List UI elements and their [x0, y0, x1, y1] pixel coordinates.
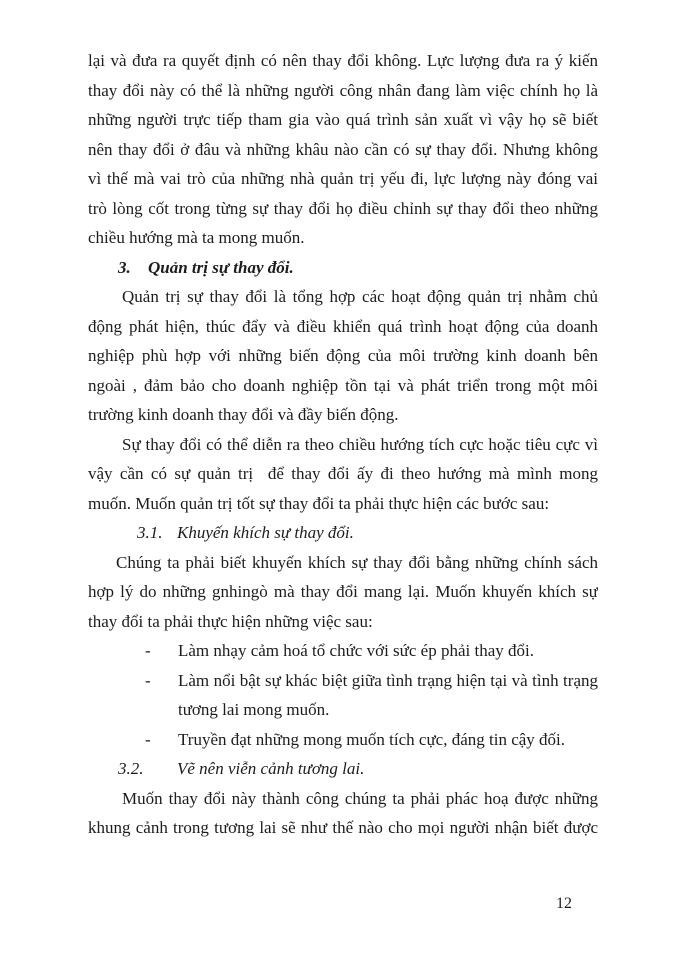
heading-number: 3.1.	[137, 523, 163, 542]
line-text: động phát hiện, thúc đẩy và điều khiển quá trình hoạt động của doanh	[88, 316, 598, 336]
text-line	[88, 784, 598, 814]
heading-number: 3.2.	[118, 759, 144, 778]
text-line	[88, 371, 598, 401]
text-line	[88, 76, 598, 106]
text-line	[88, 813, 598, 843]
list-item	[88, 636, 598, 666]
text-line	[88, 194, 598, 224]
line-text: chiều hướng mà ta mong muốn.	[88, 228, 305, 247]
bullet-dash: -	[145, 670, 151, 690]
bullet-dash: -	[145, 641, 151, 660]
line-text: Truyền đạt những mong muốn tích cực, đáng tin cậy đối.	[178, 729, 566, 749]
line-text: Vẽ nên viễn cảnh tương lai.	[177, 759, 365, 778]
list-item	[88, 725, 598, 755]
line-text: Muốn thay đổi này thành công chúng ta phải phác hoạ được những	[122, 788, 598, 808]
text-line	[88, 400, 598, 430]
text-line	[88, 577, 598, 607]
line-text: Chúng ta phải biết khuyến khích sự thay đổi bằng những chính sách	[116, 552, 598, 572]
line-text: tương lai mong muốn.	[178, 700, 330, 719]
text-line	[88, 105, 598, 135]
subsection-heading	[88, 754, 598, 784]
text-line	[88, 312, 598, 342]
line-text: Sự thay đổi có thể diễn ra theo chiều hướng tích cực hoặc tiêu cực vì	[122, 434, 598, 454]
page-number: 12	[556, 895, 572, 912]
line-text: nghiệp phù hợp với những biến động của môi trường kinh doanh bên	[88, 346, 598, 365]
text-line	[88, 489, 598, 519]
line-text: muốn. Muốn quản trị tốt sự thay đổi ta phải thực hiện các bước sau:	[88, 493, 550, 513]
bullet-dash: -	[145, 729, 151, 749]
line-text: khung cảnh trong tương lai sẽ như thế nào cho mọi người nhận biết được	[88, 818, 598, 837]
text-block	[88, 46, 598, 843]
line-text: vì thế mà vai trò của những nhà quản trị yếu đi, lực lượng này đóng vai	[88, 169, 598, 188]
text-line	[88, 341, 598, 371]
line-text: trò lòng cốt trong từng sự thay đổi họ điều chỉnh sự thay đổi theo những	[88, 198, 598, 218]
line-text: Làm nổi bật sự khác biệt giữa tình trạng hiện tại và tình trạng	[178, 670, 598, 690]
line-text: Khuyến khích sự thay đổi.	[177, 523, 354, 542]
line-text: Quản trị sự thay đổi là tổng hợp các hoạt động quản trị nhằm chủ	[122, 287, 598, 306]
subsection-heading	[88, 518, 598, 548]
heading-number: 3.	[118, 257, 131, 277]
text-line	[88, 223, 598, 253]
text-line	[88, 135, 598, 165]
line-text: trường kinh doanh thay đổi và đầy biến động.	[88, 405, 399, 424]
text-line	[88, 282, 598, 312]
text-line	[88, 607, 598, 637]
section-heading	[88, 253, 598, 283]
text-line	[88, 46, 598, 76]
text-line	[88, 548, 598, 578]
line-text: thay đổi này có thể là những người công nhân đang làm việc chính họ là	[88, 80, 598, 100]
text-line	[88, 430, 598, 460]
line-text: lại và đưa ra quyết định có nên thay đổi không. Lực lượng đưa ra ý kiến	[88, 51, 598, 70]
line-text: ngoài , đảm bảo cho doanh nghiệp tồn tại và phát triển trong một môi	[88, 375, 598, 395]
line-text: Làm nhạy cảm hoá tổ chức với sức ép phải thay đổi.	[178, 641, 534, 660]
line-text: những người trực tiếp tham gia vào quá trình sản xuất vì vậy họ sẽ biết	[88, 110, 598, 129]
text-line	[88, 164, 598, 194]
list-item	[88, 666, 598, 696]
text-line	[88, 459, 598, 489]
line-text: thay đổi ta phải thực hiện những việc sau:	[88, 611, 373, 631]
line-text: nên thay đổi ở đâu và những khâu nào cần có sự thay đổi. Nhưng không	[88, 139, 598, 159]
list-item-continuation	[88, 695, 598, 725]
line-text: hợp lý do những gnhingò mà thay đổi mang lại. Muốn khuyến khích sự	[88, 582, 598, 601]
line-text: vậy cần có sự quản trị để thay đổi ấy đi theo hướng mà mình mong	[88, 464, 598, 483]
line-text: Quản trị sự thay đổi.	[148, 257, 294, 277]
